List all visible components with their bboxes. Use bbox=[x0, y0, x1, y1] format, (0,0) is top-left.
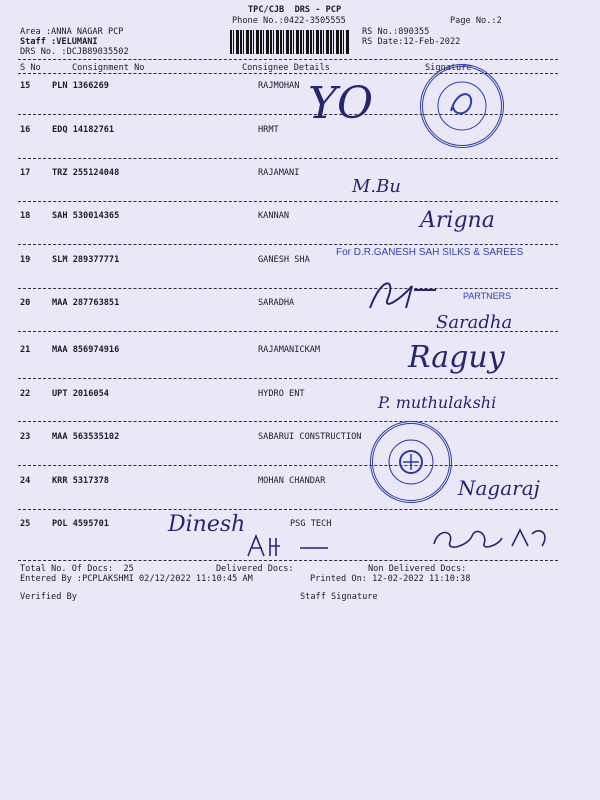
row-consignment: MAA 287763851 bbox=[52, 298, 120, 308]
row-sno: 15 bbox=[20, 81, 31, 91]
row-sno: 16 bbox=[20, 125, 31, 135]
row-consignee: SARADHA bbox=[258, 298, 295, 308]
signature-row-17: M.Bu bbox=[352, 176, 401, 197]
row-consignment: UPT 2016054 bbox=[52, 389, 109, 399]
row-divider bbox=[18, 378, 558, 379]
non-delivered-docs: Non Delivered Docs: bbox=[368, 564, 467, 574]
row-divider bbox=[18, 465, 558, 466]
phone-number: Phone No.:0422-3505555 bbox=[232, 16, 346, 26]
row-consignment: TRZ 255124048 bbox=[52, 168, 120, 178]
stamp-emblem-icon bbox=[423, 67, 501, 145]
row-consignment: SLM 289377771 bbox=[52, 255, 120, 265]
row-consignee: PSG TECH bbox=[290, 519, 332, 529]
row-sno: 22 bbox=[20, 389, 31, 399]
signature-row-20: Saradha bbox=[436, 312, 513, 333]
row-consignment: MAA 856974916 bbox=[52, 345, 120, 355]
signature-row-25-left: Dinesh bbox=[168, 512, 246, 537]
row-consignee: RAJMOHAN bbox=[258, 81, 300, 91]
col-sno: S No bbox=[20, 63, 41, 73]
row-sno: 25 bbox=[20, 519, 31, 529]
entered-by: Entered By :PCPLAKSHMI 02/12/2022 11:10:45 AM bbox=[20, 574, 253, 584]
row-sno: 24 bbox=[20, 476, 31, 486]
signature-row-19 bbox=[362, 268, 442, 318]
row-divider bbox=[18, 201, 558, 202]
row-consignee: RAJAMANI bbox=[258, 168, 300, 178]
barcode bbox=[230, 30, 350, 54]
row-consignment: EDQ 14182761 bbox=[52, 125, 115, 135]
area-label: Area :ANNA NAGAR PCP bbox=[20, 27, 124, 37]
header-divider bbox=[18, 59, 558, 60]
row-consignment: POL 4595701 bbox=[52, 519, 109, 529]
row-consignee: HYDRO ENT bbox=[258, 389, 305, 399]
row-divider bbox=[18, 288, 558, 289]
row-consignee: GANESH SHA bbox=[258, 255, 310, 265]
row-sno: 17 bbox=[20, 168, 31, 178]
row-consignment: KRR 5317378 bbox=[52, 476, 109, 486]
verified-by: Verified By bbox=[20, 592, 77, 602]
row-consignment: PLN 1366269 bbox=[52, 81, 109, 91]
signature-row-16: YO bbox=[308, 78, 374, 129]
total-docs: Total No. Of Docs: 25 bbox=[20, 564, 134, 574]
document-title: TPC/CJB DRS - PCP bbox=[248, 5, 342, 15]
stamp-emblem-icon bbox=[373, 424, 449, 500]
signature-row-25-mark bbox=[244, 530, 334, 560]
row-sno: 21 bbox=[20, 345, 31, 355]
rs-number: RS No.:890355 bbox=[362, 27, 430, 37]
row-sno: 18 bbox=[20, 211, 31, 221]
row-divider bbox=[18, 509, 558, 510]
row-consignment: MAA 563535102 bbox=[52, 432, 120, 442]
signature-row-22: P. muthulakshi bbox=[378, 393, 497, 412]
staff-signature: Staff Signature bbox=[300, 592, 378, 602]
signature-row-24: Nagaraj bbox=[458, 476, 540, 500]
partners-stamp: PARTNERS bbox=[463, 291, 512, 301]
company-stamp-bottom bbox=[370, 421, 452, 503]
row-consignment: SAH 530014365 bbox=[52, 211, 120, 221]
col-signature: Signature bbox=[425, 63, 472, 73]
row-sno: 20 bbox=[20, 298, 31, 308]
delivered-docs: Delivered Docs: bbox=[216, 564, 294, 574]
staff-label: Staff :VELUMANI bbox=[20, 37, 98, 47]
row-sno: 19 bbox=[20, 255, 31, 265]
row-consignee: SABARUI CONSTRUCTION bbox=[258, 432, 362, 442]
page-number: Page No.:2 bbox=[450, 16, 502, 26]
drs-number: DRS No. :DCJB89035502 bbox=[20, 47, 129, 57]
rs-date: RS Date:12-Feb-2022 bbox=[362, 37, 461, 47]
row-divider bbox=[18, 421, 558, 422]
row-divider bbox=[18, 244, 558, 245]
signature-row-18: Arigna bbox=[420, 208, 495, 233]
row-consignee: MOHAN CHANDAR bbox=[258, 476, 326, 486]
signature-row-25-right bbox=[428, 516, 558, 560]
row-consignee: KANNAN bbox=[258, 211, 290, 221]
printed-on: Printed On: 12-02-2022 11:10:38 bbox=[310, 574, 471, 584]
signature-row-21: Raguy bbox=[408, 340, 505, 375]
col-consignee: Consignee Details bbox=[242, 63, 330, 73]
company-stamp-top bbox=[420, 64, 504, 148]
col-consignment: Consignment No bbox=[72, 63, 145, 73]
row-sno: 23 bbox=[20, 432, 31, 442]
ganesh-sah-stamp: For D.R.GANESH SAH SILKS & SAREES bbox=[336, 247, 524, 258]
row-divider bbox=[18, 560, 558, 561]
row-divider bbox=[18, 158, 558, 159]
row-consignee: RAJAMANICKAM bbox=[258, 345, 321, 355]
row-consignee: HRMT bbox=[258, 125, 279, 135]
